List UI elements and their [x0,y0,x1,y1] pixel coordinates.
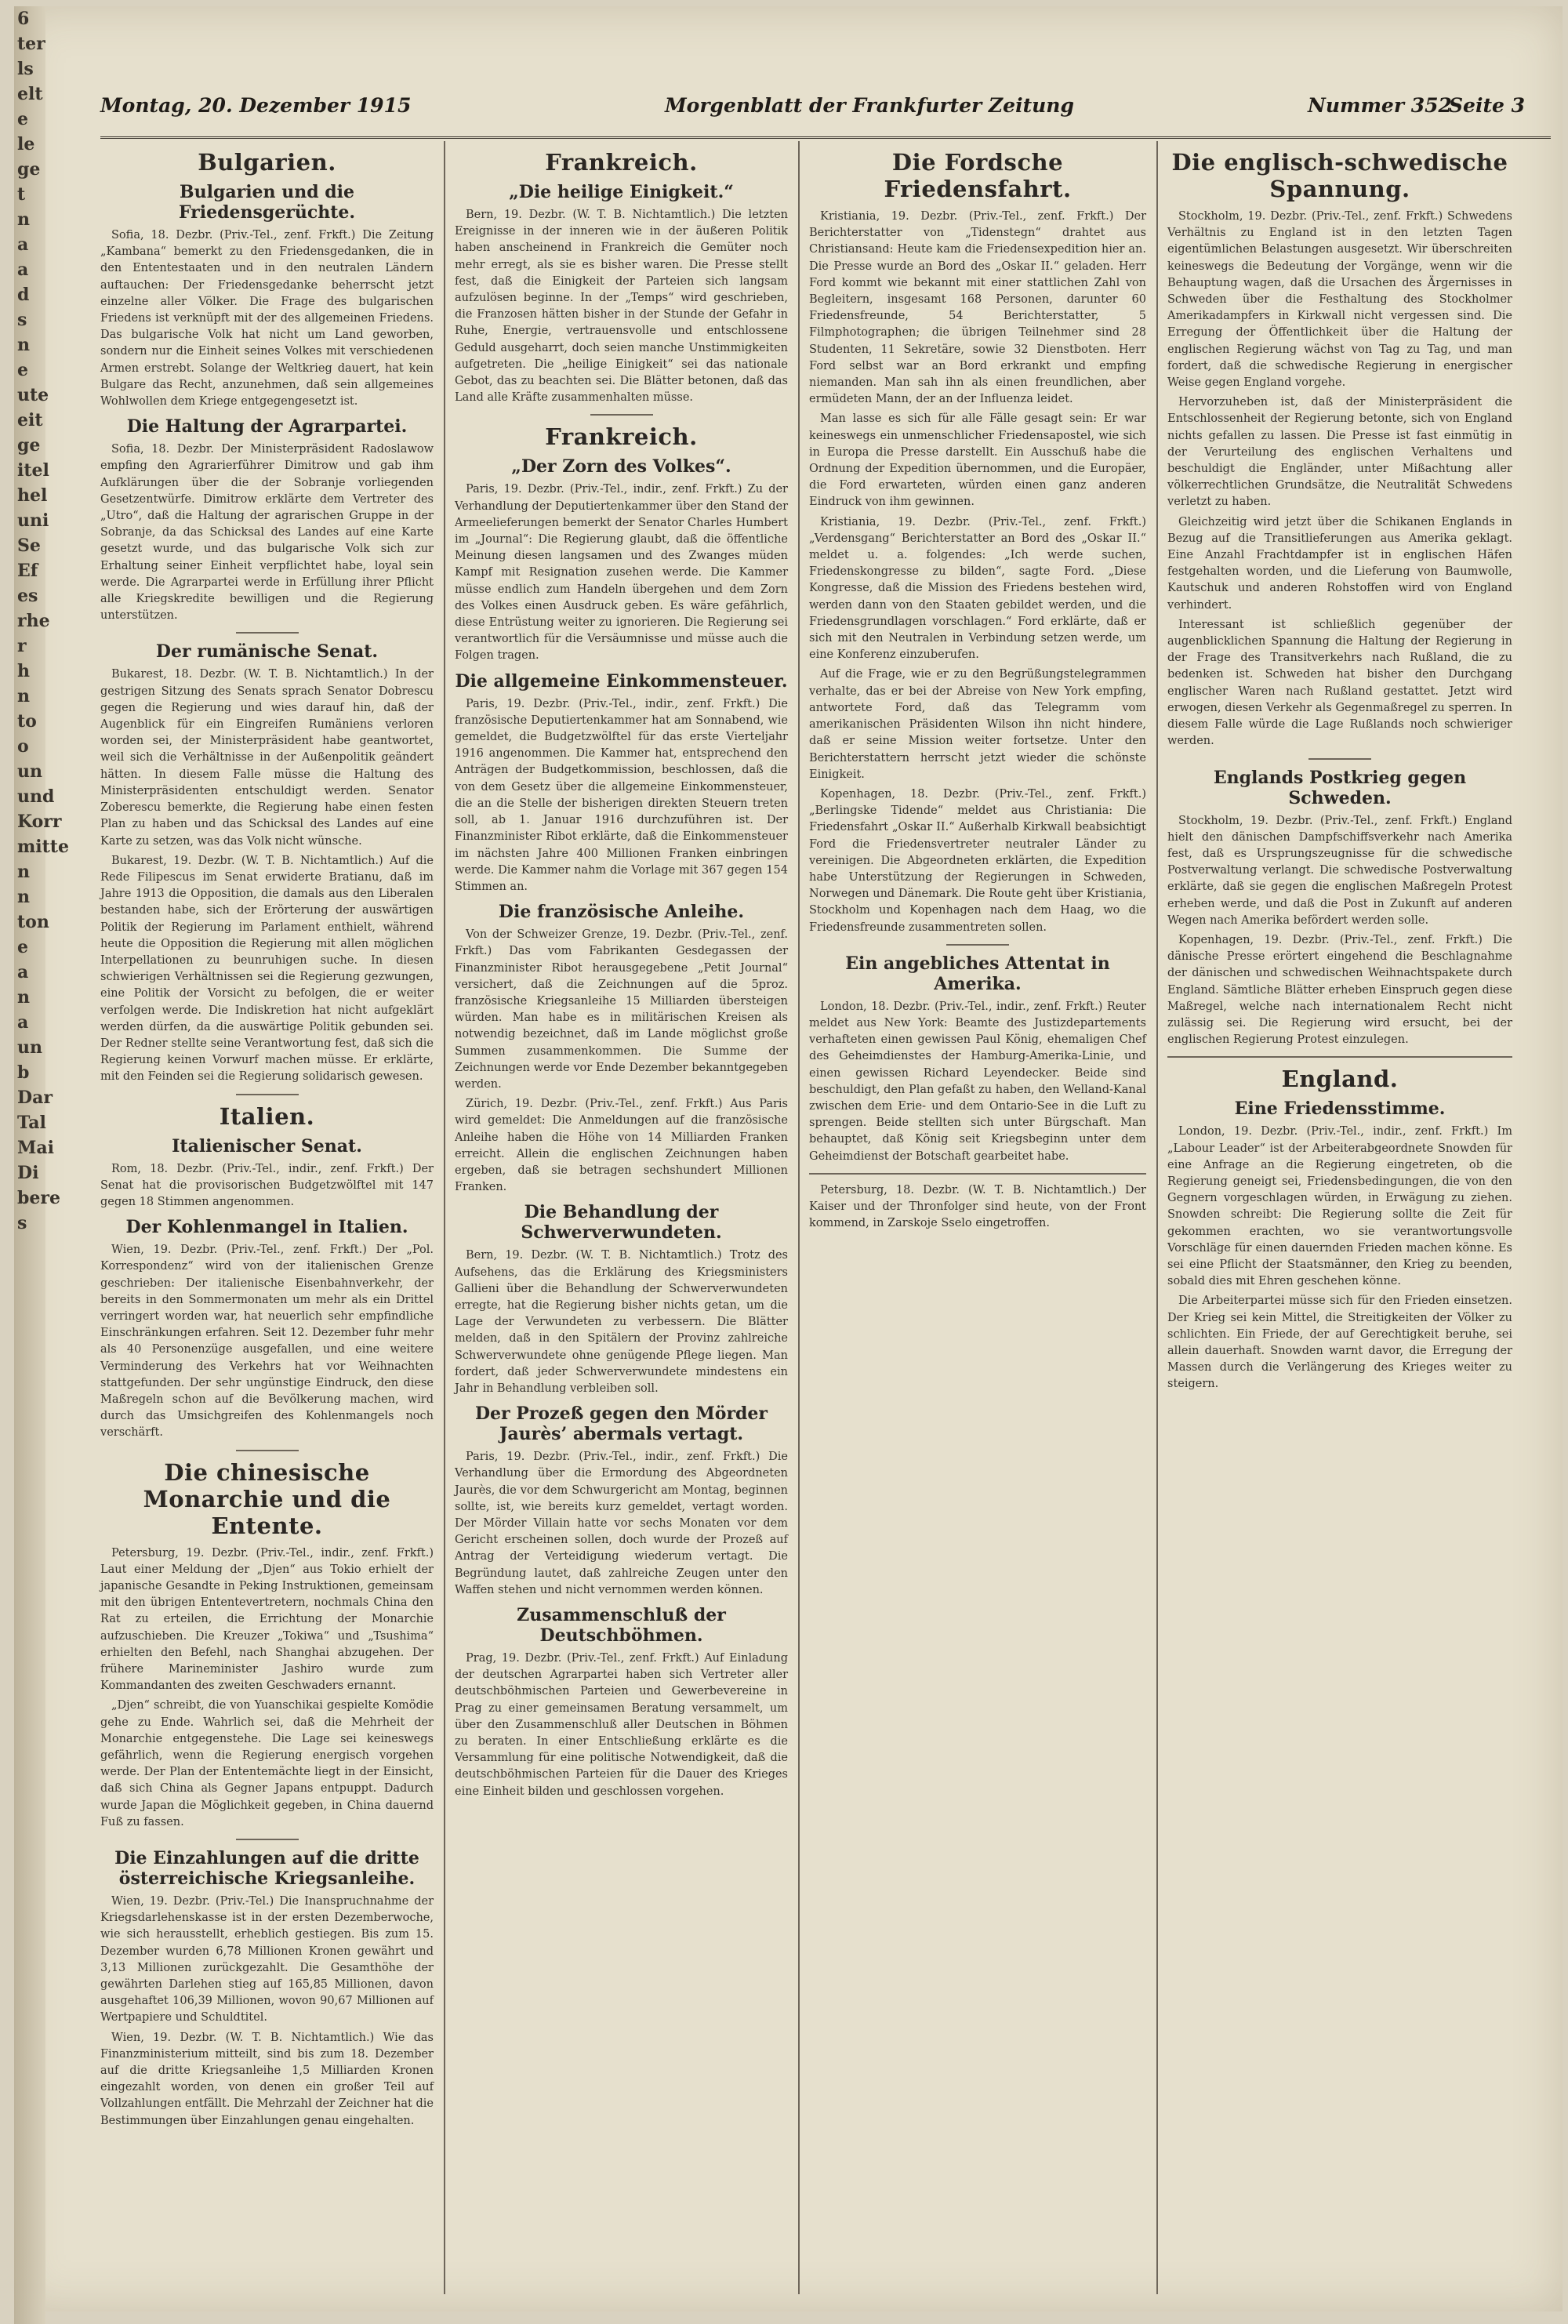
gutter-text [14,6,69,1236]
adjacent-page-edge [14,6,69,2324]
article-paragraph: Rom, 18. Dezbr. (Priv.-Tel., indir., zenf. Frkft.) Der Senat hat die provisorischen Budgetzwölftel mit 147 gegen 18 Stimmen angenommen. [100,1162,434,1208]
gutter-fragment: Se [17,536,41,556]
gutter-fragment: e [17,109,28,129]
section-title: Frankreich. [545,423,698,451]
gutter-fragment: und [17,786,55,807]
article-paragraph: Zürich, 19. Dezbr. (Priv.-Tel., zenf. Frkft.) Aus Paris wird gemeldet: Die Anmeldungen auf die französische Anleihe haben die Höhe von 14 Milliarden Franken erreicht. Allein die englischen Zeichnungen haben ergeben, daß sie betragen sechshundert Millionen Franken. [455,1098,788,1194]
section-title: Die englisch-schwedische Spannung. [1171,149,1508,202]
gutter-fragment: 6 [17,9,30,29]
gutter-fragment: a [17,260,29,280]
article-paragraph: Sofia, 18. Dezbr. (Priv.-Tel., zenf. Frkft.) Die Zeitung „Kambana“ bemerkt zu den Friedensgedanken, die in den Ententestaaten und in den neutralen Ländern auftauchen: Der Friedensgedanke beherrscht jetzt einzelne aller Völker. Die Frage des bulgarischen Friedens ist verknüpft mit der des allgemeinen Friedens. Das bulgarische Volk hat nicht um Land geworben, sondern nur die Einheit seines Volkes mit verschiedenen Armen erstrebt. Solange der Weltkrieg dauert, hat kein Bulgare das Recht, anzunehmen, daß sein allgemeines Wohlwollen dem Kriege entgegengesetzt ist. [100,229,434,409]
article-paragraph: Kristiania, 19. Dezbr. (Priv.-Tel., zenf. Frkft.) „Verdensgang“ Berichterstatter an Bord des „Oskar II.“ meldet u. a. folgendes: „Ich werde suchen, Friedenskongresse zu bilden“, sagte Ford. „Diese Kongresse, daß die Mission des Friedens bestehen wird, werden dann von den Staaten gebildet werden, und die Friedensgrundlagen vorschlagen.“ Ford erklärte, daß er sich mit den Neutralen in Verbindung setzen werde, um eine Konferenz einzuberufen. [809,515,1146,662]
masthead-page-number: Seite 3 [1449,94,1526,117]
article-paragraph: Wien, 19. Dezbr. (W. T. B. Nichtamtlich.) Wie das Finanzministerium mitteilt, sind bis zum 18. Dezember auf die dritte Kriegsanleihe 1,5 Milliarden Kronen eingezahlt worden, von denen ein großer Teil auf Vollzahlungen entfällt. Die Mehrzahl der Zeichner hat die Bestimmungen über Einzahlungen genau eingehalten. [100,2031,434,2127]
article-paragraph: Bukarest, 19. Dezbr. (W. T. B. Nichtamtlich.) Auf die Rede Filipescus im Senat erwiderte Bratianu, daß im Jahre 1913 die Opposition, die damals aus den Liberalen bestanden habe, sich der Erörterung der auswärtigen Politik der Regierung im Parlament enthielt, während heute die Opposition die Regierung mit allen möglichen Interpellationen zu beunruhigen suche. In diesen schwierigen Verhältnissen sei die Regierung gezwungen, eine Politik der Vorsicht zu befolgen, die er weiter verfolgen werde. Die Indiskretion hat nicht aufgeklärt werden dürfen, da die auswärtige Politik gebunden sei. Der Redner stellte seine Verantwortung fest, daß sich die Regierung keinen Vorwurf machen müsse. Er erklärte, mit den Feinden sei die Regierung solidarisch gewesen. [100,854,434,1084]
article-headline: Italienischer Senat. [172,1135,362,1157]
gutter-fragment: ge [17,159,41,180]
article-paragraph: Wien, 19. Dezbr. (Priv.-Tel.) Die Inanspruchnahme der Kriegsdarlehenskasse ist in der ersten Dezemberwoche, wie sich herausstellt, erheblich gestiegen. Bis zum 15. Dezember wurden 6,78 Millionen Kronen gewährt und 3,13 Millionen zurückgezahlt. Die Gesamthöhe der gewährten Darlehen stieg auf 165,85 Millionen, davon ausgehaftet 106,39 Millionen, wovon 90,67 Millionen auf Wertpapiere und Schuldtitel. [100,1895,434,2024]
column-rule [798,141,800,2294]
article-paragraph: Bukarest, 18. Dezbr. (W. T. B. Nichtamtlich.) In der gestrigen Sitzung des Senats sprach Senator Dobrescu gegen die Regierung und wies darauf hin, daß der Augenblick für ein Eingreifen Rumäniens verloren worden sei, der Ministerpräsident habe geantwortet, weil sich die Verhältnisse in der Außenpolitik geändert hätten. In diesem Falle müsse die Haltung des Ministerpräsidenten entschuldigt werden. Senator Zoberescu bemerkte, die Regierung habe einen festen Plan zu haben und das Schicksal des Landes auf eine Karte zu setzen, was das Volk nicht wünsche. [100,668,434,848]
article-headline: Die französische Anleihe. [498,902,745,923]
gutter-fragment: elt [17,84,43,104]
gutter-fragment: d [17,285,30,305]
gutter-fragment: ton [17,912,49,932]
article-paragraph: Wien, 19. Dezbr. (Priv.-Tel., zenf. Frkft.) Der „Pol. Korrespondenz“ wird von der italienischen Grenze geschrieben: Der italienische Eisenbahnverkehr, der bereits in den Sommermonaten um mehr als ein Drittel verringert worden war, hat neuerlich sehr empfindliche Einschränkungen erfahren. Seit 12. Dezember fuhr mehr als 40 Personenzüge ausgefallen, und eine weitere Verminderung des Verkehrs hat vor Weihnachten stattgefunden. Der sehr ungünstige Eindruck, den diese Maßregeln schon auf die Bevölkerung machen, wird durch das Umsichgreifen des Kohlenmangels noch verschärft. [100,1244,434,1440]
article-headline: Englands Postkrieg gegen Schweden. [1213,767,1467,808]
column-3 [809,141,1146,2294]
article-headline: Eine Friedensstimme. [1234,1098,1446,1120]
article-paragraph: Petersburg, 18. Dezbr. (W. T. B. Nichtamtlich.) Der Kaiser und der Thronfolger sind heute, von der Front kommend, in Zarskoje Sselo eingetroffen. [809,1183,1146,1230]
gutter-fragment: t [17,184,26,205]
gutter-fragment: n [17,686,30,706]
article-paragraph: Die Arbeiterpartei müsse sich für den Frieden einsetzen. Der Krieg sei kein Mittel, die Streitigkeiten der Völker zu schlichten. Ein Friede, der auf Gerechtigkeit beruhe, sei allein dauerhaft. Snowden warnt davor, die Erregung der Massen durch die Verlängerung des Krieges weiter zu steigern. [1167,1295,1512,1391]
gutter-fragment: mitte [17,837,69,857]
article-headline: Die Haltung der Agrarpartei. [126,416,408,438]
article-paragraph: Kopenhagen, 18. Dezbr. (Priv.-Tel., zenf. Frkft.) „Berlingske Tidende“ meldet aus Christiania: Die Friedensfahrt „Oskar II.“ Außerhalb Kirkwall beabsichtigt Ford die Friedensvertreter neutraler Länder zu vereinigen. Die Abgeordneten erklärten, die Expedition habe Unterstützung der Regierungen in Schweden, Norwegen und Dänemark. Die Route geht über Kristiania, Stockholm und Kopenhagen nach dem Haag, wo die Friedensfreunde zusammentreten sollen. [809,787,1146,934]
gutter-fragment: un [17,1037,42,1058]
article-paragraph: Paris, 19. Dezbr. (Priv.-Tel., indir., zenf. Frkft.) Die französische Deputiertenkammer hat am Sonnabend, wie gemeldet, die Budgetzwölftel für das erste Vierteljahr 1916 angenommen. Die Kammer hat, entsprechend den Anträgen der Budgetkommission, beschlossen, daß die von dem Gesetz über die allgemeine Einkommensteuer, die an die Stelle der bisherigen direkten Steuern treten soll, ab 1. Januar 1916 durchzuführen ist. Der Finanzminister Ribot erklärte, daß die Einkommensteuer im nächsten Jahre 400 Millionen Franken einbringen werde. Die Kammer nahm die Vorlage mit 367 gegen 154 Stimmen an. [455,697,788,893]
column-rule [444,141,445,2294]
masthead-paper-name: Morgenblatt der Frankfurter Zeitung [665,94,1074,117]
divider [236,1450,299,1451]
column-rule [1156,141,1158,2294]
article-paragraph: „Djen“ schreibt, die von Yuanschikai gespielte Komödie gehe zu Ende. Wahrlich sei, daß die Mehrheit der Monarchie entgegenstehe. Die Lage sei keineswegs gefährlich, wenn die Regierung energisch vorgehen werde. Der Plan der Ententemächte liegt in der Einsicht, daß sich China als Gegner Japans entpuppt. Dadurch wurde Japan die Möglichkeit gegeben, in China dauernd Fuß zu fassen. [100,1699,434,1828]
article-headline: Die Behandlung der Schwerverwundeten. [521,1202,722,1244]
gutter-fragment: s [17,310,27,330]
section-title: Bulgarien. [198,149,336,176]
article-paragraph: London, 19. Dezbr. (Priv.-Tel., indir., zenf. Frkft.) Im „Labour Leader“ ist der Arbeiterabgeordnete Snowden für eine Anfrage an die Regierung eingetreten, ob die Regierung geneigt sei, Friedensbedingungen, die von den Gegnern vorgeschlagen würden, in Erwägung zu ziehen. Snowden schreibt: Die Regierung sollte die Zeit für gekommen erachten, wo sie verantwortungsvolle Vorschläge für einen dauernden Frieden machen könne. Es sei eine Pflicht der Staatsmänner, den Krieg zu beenden, sobald dies mit Ehren geschehen könne. [1167,1125,1512,1288]
gutter-fragment: h [17,661,30,681]
newspaper-page [14,6,1563,2311]
gutter-fragment: a [17,1012,29,1033]
section-title: Die chinesische Monarchie und die Entente. [143,1458,391,1539]
article-paragraph: Hervorzuheben ist, daß der Ministerpräsident die Entschlossenheit der Regierung betonte, sich von England nichts gefallen zu lassen. Die Presse ist fast einmütig in der Verurteilung des englischen Verhaltens und beschuldigt die Engländer, unter Mißachtung aller völkerrechtlichen Grundsätze, die Neutralität Schwedens verletzt zu haben. [1167,396,1512,509]
section-title: Italien. [219,1102,315,1130]
masthead-date: Montag, 20. Dezember 1915 [100,94,412,117]
gutter-fragment: to [17,711,37,732]
gutter-fragment: ute [17,385,49,405]
gutter-fragment: Tal [17,1113,46,1133]
gutter-fragment: s [17,1213,27,1233]
divider [1308,758,1371,760]
masthead-issue: Nummer 352 [1308,94,1452,117]
gutter-fragment: ter [17,34,45,54]
article-headline: Zusammenschluß der Deutschböhmen. [517,1605,726,1647]
gutter-fragment: un [17,761,42,782]
article-paragraph: Interessant ist schließlich gegenüber der augenblicklichen Spannung die Haltung der Regierung in der Frage des Transitverkehrs nach Rußland, die zu bedenken ist. Schweden hat bisher den Durchgang englischer Waren nach Rußland gestattet. Jetzt wird erwogen, diesen Verkehr als Gegenmaßregel zu sperren. In diesem Falle würde die Lage Rußlands noch schwieriger werden. [1167,618,1512,748]
article-headline: Die allgemeine Einkommensteuer. [455,670,788,692]
divider [236,632,299,634]
article-paragraph: Paris, 19. Dezbr. (Priv.-Tel., indir., zenf. Frkft.) Zu der Verhandlung der Deputiertenkammer über den Stand der Armeelieferungen bemerkt der Senator Charles Humbert im „Journal“: Die Regierung glaubt, daß die öffentliche Meinung diesen langsamen und des Zwanges müden Kampf mit Resignation zusehen werde. Die Kammer müsse endlich zum Handeln übergehen und dem Zorn des Volkes einen Ausdruck geben. Es wäre gefährlich, diese Entrüstung weiter zu ignorieren. Die Regierung sei verantwortlich für die Versäumnisse und müsse auch die Folgen tragen. [455,483,788,663]
divider [236,1094,299,1095]
divider [946,944,1009,946]
gutter-fragment: n [17,887,30,907]
gutter-fragment: Di [17,1163,39,1183]
gutter-fragment: e [17,360,28,380]
gutter-fragment: ls [17,59,34,79]
section-title: Die Fordsche Friedensfahrt. [884,149,1072,202]
article-headline: Der Prozeß gegen den Mörder Jaurès’ abermals vertagt. [474,1403,768,1445]
divider [1167,1056,1512,1058]
gutter-fragment: Dar [17,1088,53,1108]
column-1 [100,141,434,2294]
gutter-fragment: n [17,335,30,355]
gutter-fragment: ge [17,435,41,456]
article-paragraph: Bern, 19. Dezbr. (W. T. B. Nichtamtlich.) Die letzten Ereignisse in der inneren wie in der äußeren Politik haben anscheinend in Frankreich die Gemüter noch mehr erregt, als sie es bisher waren. Die Presse stellt fest, daß die Einigkeit der Parteien sich langsam aufzulösen beginne. In der „Temps“ wird geschrieben, die Franzosen hätten bisher in der Stunde der Gefahr in Ruhe, Energie, vertrauensvolle und entschlossene Geduld ausgeharrt, doch seien manche Unstimmigkeiten aufgetreten. Die „heilige Einigkeit“ sei das nationale Gebot, das zu beachten sei. Die Blätter betonen, daß das Land alle Kräfte zusammenhalten müsse. [455,209,788,405]
section-title: Frankreich. [545,149,698,176]
gutter-fragment: Mai [17,1138,54,1158]
article-paragraph: London, 18. Dezbr. (Priv.-Tel., indir., zenf. Frkft.) Reuter meldet aus New York: Beamte des Justizdepartements verhafteten einen gewissen Paul König, ehemaligen Chef des Geheimdienstes der Hamburg-Amerika-Linie, und einen gewissen Richard Leyendecker. Beide sind beschuldigt, den Plan gefaßt zu haben, den Welland-Kanal zwischen dem Erie- und dem Ontario-See in die Luft zu sprengen. Beide stellten sich unter Bürgschaft. Man behauptet, daß König seit Kriegsbeginn unter dem Geheimdienst der Botschaft gearbeitet habe. [809,1000,1146,1163]
gutter-fragment: bere [17,1188,60,1208]
article-paragraph: Sofia, 18. Dezbr. Der Ministerpräsident Radoslawow empfing den Agrarierführer Dimitrow und gab ihm Aufklärungen über die der Sobranje vorliegenden Gesetzentwürfe. Dimitrow erklärte dem Vertreter des „Utro“, daß die Haltung der agrarischen Gruppe in der Sobranje, da das Schicksal des Landes auf eine Karte gesetzt wurde, und das bulgarische Volk sich zur Erhaltung seiner Einheit verpflichtet habe, loyal sein werde. Die Agrarpartei werde in Erfüllung ihrer Pflicht alle Kriegskredite bewilligen und die Regierung unterstützen. [100,443,434,623]
article-headline: „Die heilige Einigkeit.“ [509,182,734,202]
gutter-fragment: rhe [17,611,50,631]
section-title: England. [1281,1066,1399,1093]
article-headline: Bulgarien und die Friedensgerüchte. [178,182,356,223]
article-headline: „Der Zorn des Volkes“. [511,456,731,478]
gutter-fragment: r [17,636,27,656]
article-headline: Der Kohlenmangel in Italien. [125,1217,408,1238]
article-paragraph: Prag, 19. Dezbr. (Priv.-Tel., zenf. Frkft.) Auf Einladung der deutschen Agrarpartei haben sich Vertreter aller deutschböhmischen Parteien und Gewerbevereine in Prag zu einer gemeinsamen Beratung versammelt, um über den Zusammenschluß aller Deutschen in Böhmen zu beraten. In einer Entschließung erklärte es die Versammlung für eine politische Notwendigkeit, daß die deutschböhmischen Parteien für die Dauer des Krieges eine Einheit bilden und geschlossen vorgehen. [455,1652,788,1798]
gutter-fragment: itel [17,460,49,481]
gutter-fragment: n [17,209,30,230]
article-headline: Die Einzahlungen auf die dritte österreichische Kriegsanleihe. [114,1848,419,1890]
divider [809,1173,1146,1175]
gutter-fragment: uni [17,510,49,531]
gutter-fragment: a [17,234,29,255]
gutter-fragment: eit [17,410,43,430]
article-paragraph: Paris, 19. Dezbr. (Priv.-Tel., indir., zenf. Frkft.) Die Verhandlung über die Ermordung des Abgeordneten Jaurès, die vor dem Schwurgericht am Montag, beginnen sollte, ist, wie bereits kurz gemeldet, vertagt worden. Der Mörder Villain hatte vor sechs Monaten vor dem Gericht erscheinen sollen, doch wurde der Prozeß auf Antrag der Verteidigung wiederum vertagt. Die Begründung lautet, daß zahlreiche Zeugen unter den Waffen stehen und nicht vernommen werden können. [455,1451,788,1596]
article-paragraph: Kristiania, 19. Dezbr. (Priv.-Tel., zenf. Frkft.) Der Berichterstatter von „Tidenstegn“ drahtet aus Christiansand: Heute kam die Friedensexpedition hier an. Die Presse wurde an Bord des „Oskar II.“ geladen. Herr Ford kommt wie bekannt mit einer stattlichen Zahl von Begleitern, insgesamt 168 Personen, darunter 60 Friedensfreunde, 54 Berichterstatter, 5 Filmphotographen; die übrigen Teilnehmer sind 28 Studenten, 11 Sekretäre, sowie 32 Dienstboten. Herr Ford selbst war an Bord erkrankt und empfing niemanden. Man sah ihn als einen freundlichen, aber ermüdeten Mann, der an der Influenza leidet. [809,210,1146,406]
article-paragraph: Auf die Frage, wie er zu den Begrüßungstelegrammen verhalte, das er bei der Abreise von New York empfing, antwortete Ford, daß das Telegramm vom amerikanischen Präsidenten Wilson ihn nicht hindere, daß er seine Mission weiter fortsetze. Unter den Berichterstattern herrscht jetzt wieder die schönste Einigkeit. [809,668,1146,781]
gutter-fragment: b [17,1062,30,1083]
article-paragraph: Bern, 19. Dezbr. (W. T. B. Nichtamtlich.) Trotz des Aufsehens, das die Erklärung des Kriegsministers Gallieni über die Behandlung der Schwerverwundeten erregte, hat die Regierung bisher nichts getan, um die Lage der Verwundeten zu verbessern. Die Blätter melden, daß in den Spitälern der Provinz zahlreiche Schwerverwundete ohne genügende Pflege liegen. Man fordert, daß jeder Schwerverwundete mindestens ein Jahr in Behandlung verbleiben soll. [455,1249,788,1395]
gutter-fragment: Ef [17,561,38,581]
column-2 [455,141,788,2294]
gutter-fragment: n [17,862,30,882]
gutter-fragment: e [17,937,28,957]
article-headline: Ein angebliches Attentat in Amerika. [845,953,1110,994]
gutter-fragment: n [17,987,30,1008]
gutter-fragment: a [17,962,29,982]
article-paragraph: Von der Schweizer Grenze, 19. Dezbr. (Priv.-Tel., zenf. Frkft.) Das vom Fabrikanten Gesdegassen der Finanzminister Ribot herausgegebene „Petit Journal“ versichert, daß die Zeichnungen auf die 5proz. französische Kriegsanleihe 15 Milliarden übersteigen würden. Man habe es in militärischen Kreisen als notwendig bezeichnet, daß im Lande möglichst große Summen zusammenkommen. Die Summe der Zeichnungen werde vor Ende Dezember bekanntgegeben werden. [455,928,788,1091]
article-paragraph: Kopenhagen, 19. Dezbr. (Priv.-Tel., zenf. Frkft.) Die dänische Presse erörtert eingehend die Beschlagnahme der dänischen und schwedischen Weihnachtspakete durch England. Sämtliche Blätter erheben Einspruch gegen diese Maßregel, welche nach internationalem Recht nicht zulässig sei. Die Regierung wird ersucht, bei der englischen Regierung Protest einzulegen. [1167,933,1512,1047]
column-4 [1167,141,1512,2294]
article-paragraph: Petersburg, 19. Dezbr. (Priv.-Tel., indir., zenf. Frkft.) Laut einer Meldung der „Djen“ aus Tokio erhielt der japanische Gesandte in Peking Instruktionen, gemeinsam mit den übrigen Ententevertretern, nochmals China den Rat zu erteilen, die Errichtung der Monarchie aufzuschieben. Die Kreuzer „Tokiwa“ und „Tsushima“ erhielten den Befehl, nach Shanghai abzugehen. Der frühere Marineminister Jashiro wurde zum Kommandanten des zweiten Geschwaders ernannt. [100,1546,434,1693]
article-paragraph: Stockholm, 19. Dezbr. (Priv.-Tel., zenf. Frkft.) England hielt den dänischen Dampfschiffsverkehr nach Amerika fest, daß es Ursprungszeugnisse für die schwedische Postverwaltung verlangt. Die schwedische Postverwaltung erklärte, daß sie gegen die englischen Maßregeln Protest erheben werde, und daß die Post in Zukunft auf anderen Wegen nach Amerika befördert werden solle. [1167,814,1512,927]
divider [236,1839,299,1840]
divider [590,414,653,416]
masthead [100,88,1551,139]
article-headline: Der rumänische Senat. [155,641,379,663]
article-paragraph: Gleichzeitig wird jetzt über die Schikanen Englands in Bezug auf die Transitlieferungen aus Amerika geklagt. Eine Anzahl Frachtdampfer ist in englischen Häfen festgehalten worden, und die Lieferung von Baumwolle, Kautschuk und anderen Rohstoffen wird von England verhindert. [1167,515,1512,612]
gutter-fragment: o [17,736,29,757]
gutter-fragment: es [17,586,38,606]
gutter-fragment: Korr [17,812,62,832]
article-paragraph: Man lasse es sich für alle Fälle gesagt sein: Er war keineswegs ein unmenschlicher Friedensapostel, wie sich in Europa die Presse darstellt. Ein Ausschuß habe die Ordnung der Expedition übernommen, und die Europäer, die Ford erwarteten, würden einen ganz anderen Eindruck von ihm gewinnen. [809,412,1146,509]
article-paragraph: Stockholm, 19. Dezbr. (Priv.-Tel., zenf. Frkft.) Schwedens Verhältnis zu England ist in den letzten Tagen eigentümlichen Belastungen ausgesetzt. Wir überschreiten keineswegs die Bedeutung der Vorgänge, wenn wir die Behauptung wagen, daß die Ursachen des Ärgernisses in Schweden über die Festhaltung des Stockholmer Amerikadampfers in Kirkwall nicht vergessen sind. Die Erregung der Öffentlichkeit über die Haltung der englischen Regierung wächst von Tag zu Tag, und man fordert, daß die schwedische Regierung in energischer Weise gegen England vorgehe. [1167,210,1512,390]
gutter-fragment: hel [17,485,48,506]
gutter-fragment: le [17,134,35,154]
